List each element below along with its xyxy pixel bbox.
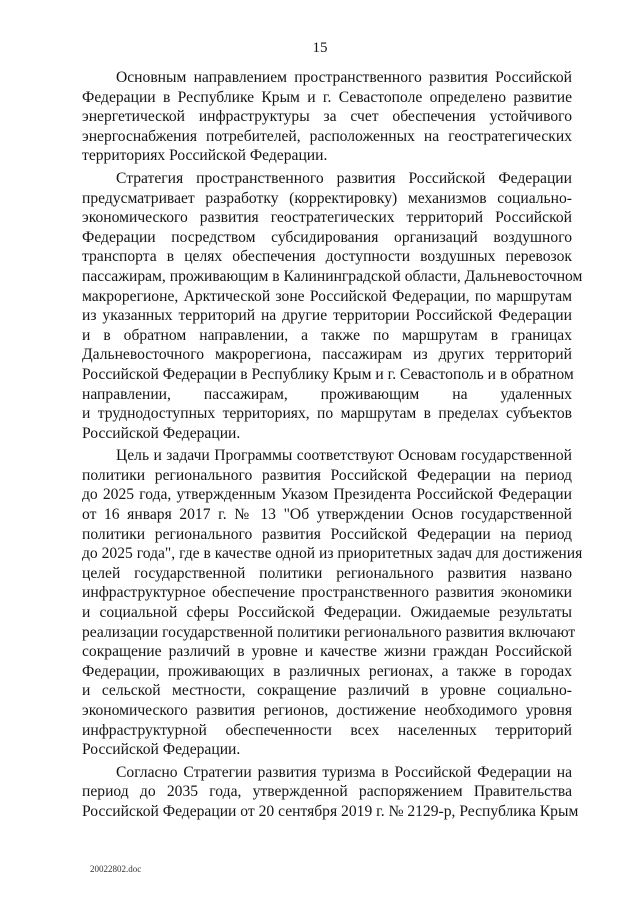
text-line: политики регионального развития Российской Федерации на период [82, 525, 572, 543]
text-line: территориях Российской Федерации. [82, 147, 328, 165]
text-line: Цель и задачи Программы соответствуют Основам государственной [116, 447, 572, 465]
text-line: Российской Федерации. [82, 424, 241, 442]
paragraph [82, 763, 579, 822]
text-line: пассажирам, проживающим в Калининградской области, Дальневосточном [82, 267, 583, 285]
text-line: и труднодоступных территориях, по маршрутам в пределах субъектов [82, 405, 572, 423]
paragraph [82, 68, 572, 166]
text-line: реализации государственной политики регионального развития включают [82, 623, 576, 641]
text-line: до 2025 года, утвержденным Указом Президента Российской Федерации [82, 486, 572, 504]
text-line: Федерации, проживающих в различных регионах, а также в городах [82, 662, 572, 680]
text-line: Дальневосточного макрорегиона, пассажирам из других территорий [82, 346, 572, 364]
text-line: экономического развития геостратегических территорий Российской [82, 209, 572, 227]
text-line: транспорта в целях обеспечения доступности воздушных перевозок [82, 248, 572, 266]
text-line: предусматривает разработку (корректировку) механизмов социально- [82, 189, 572, 207]
paragraph [82, 446, 583, 760]
text-line: от 16 января 2017 г. № 13 "Об утверждении Основ государственной [82, 506, 572, 524]
text-line: Российской Федерации в Республику Крым и г. Севастополь и в обратном [82, 365, 574, 383]
text-line: Стратегия пространственного развития Российской Федерации [116, 169, 572, 187]
text-line: инфраструктурное обеспечение пространственного развития экономики [82, 584, 572, 602]
text-line: экономического развития регионов, достижение необходимого уровня [82, 702, 572, 719]
text-line: и социальной сферы Российской Федерации. Ожидаемые результаты [82, 604, 572, 622]
footer-filename: 20022802.doc [90, 864, 142, 874]
text-line: целей государственной политики регионального развития названо [82, 564, 572, 582]
text-line: и сельской местности, сокращение различий в уровне социально- [82, 682, 572, 700]
text-line: энергоснабжения потребителей, расположенных на геостратегических [82, 127, 572, 145]
text-line: сокращение различий в уровне и качестве жизни граждан Российской [82, 643, 572, 661]
text-line: Основным направлением пространственного развития Российской [116, 69, 572, 86]
text-line: Российской Федерации. [82, 741, 241, 759]
text-line: макрорегионе, Арктической зоне Российской Федерации, по маршрутам [82, 287, 572, 305]
text-line: из указанных территорий на другие территории Российской Федерации [82, 307, 572, 325]
text-line: политики регионального развития Российской Федерации на период [82, 466, 572, 484]
page-number: 15 [312, 40, 328, 56]
text-line: инфраструктурной обеспеченности всех населенных территорий [82, 721, 572, 739]
text-line: и в обратном направлении, а также по маршрутам в границах [82, 326, 572, 344]
paragraph [82, 169, 583, 443]
text-line: Федерации в Республике Крым и г. Севастополе определено развитие [82, 88, 572, 106]
text-line: Федерации посредством субсидирования организаций воздушного [82, 228, 572, 246]
text-line: период до 2035 года, утвержденной распоряжением Правительства [82, 783, 572, 801]
text-line: до 2025 года", где в качестве одной из приоритетных задач для достижения [82, 545, 583, 563]
document-body [82, 68, 583, 825]
text-line: Согласно Стратегии развития туризма в Российской Федерации на [116, 763, 572, 781]
text-line: энергетической инфраструктуры за счет обеспечения устойчивого [82, 108, 572, 126]
text-line: направлении, пассажирам, проживающим на удаленных [82, 385, 572, 403]
text-line: Российской Федерации от 20 сентября 2019 г. № 2129-р, Республика Крым [82, 802, 579, 820]
